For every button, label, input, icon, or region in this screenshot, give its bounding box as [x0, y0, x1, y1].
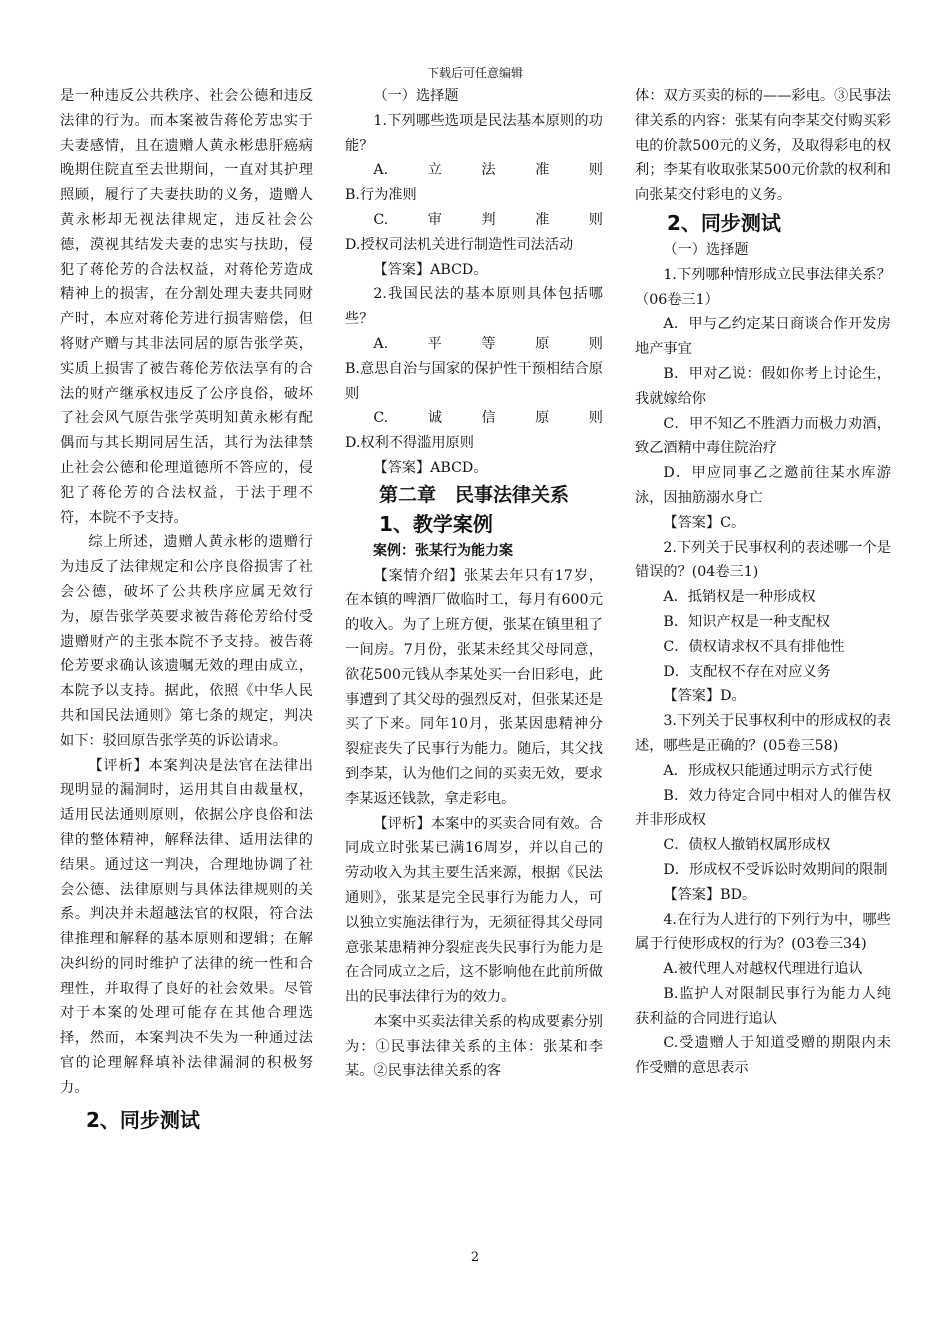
option: B．知识产权是一种支配权	[663, 613, 830, 630]
section-heading: 2、同步测试	[86, 1107, 200, 1132]
option: D.权利不得滥用原则	[345, 435, 474, 452]
paragraph: 是一种违反公共秩序、社会公德和违反法律的行为。而本案被告蒋伦芳忠实于夫妻感情，且在遗赠人黄永彬患肝癌病晚期住院直至去世期间，一直对其护理照顾，履行了夫妻扶助的义务，遗赠人黄永彬却无视法律规定，违反社会公德，漠视其结发夫妻的忠实与扶助，侵犯了蒋伦芳的合法权益，对蒋伦芳造成精神上的损害，在分割处理夫妻共同财产时，本应对蒋伦芳进行损害赔偿，但将财产赠与其非法同居的原告张学英，实质上损害了被告蒋伦芳依法享有的合法的财产继承权违反了公序良俗，破坏了社会风气原告张学英明知黄永彬有配偶而与其长期同居生活，其行为法律禁止社会公德和伦理道德所不答应的，侵犯了蒋伦芳的合法权益，于法于理不符，本院不予支持。	[60, 88, 313, 526]
section-label: （一）选择题	[373, 88, 459, 104]
option: D．形成权不受诉讼时效期间的限制	[663, 861, 888, 878]
paragraph: 【评析】本案中的买卖合同有效。合同成立时张某已满16周岁，并以自己的劳动收入为其主要生活来源，根据《民法通则》，张某是完全民事行为能力人，可以独立实施法律行为，无须征得其父母同意张某患精神分裂症丧失民事行为能力是在合同成立之后，这不影响他在此前所做出的民事法律行为的效力。	[345, 815, 603, 1006]
section-heading: 1、教学案例	[379, 511, 493, 536]
chapter-title: 第二章 民事法律关系	[378, 483, 569, 506]
option: D．甲应同事乙之邀前往某水库游泳，因抽筋溺水身亡	[635, 465, 891, 506]
paragraph: 【案情介绍】张某去年只有17岁，在本镇的啤酒厂做临时工，每月有600元的收入。为了上班方便，张某在镇里租了一间房。7月份，张某未经其父母同意，欲花500元钱从李某处买一台旧彩电，此事遭到了其父母的强烈反对，但张某还是买了下来。同年10月，张某因患精神分裂症丧失了民事行为能力。随后，其父找到李某，认为他们之间的买卖无效，要求李某返还钱款，拿走彩电。	[345, 567, 603, 807]
question: 2.我国民法的基本原则具体包括哪些？	[345, 286, 603, 328]
paragraph: 【评析】本案判决是法官在法律出现明显的漏洞时，运用其自由裁量权，适用民法通则原则，依据公序良俗和法律的整体精神，解释法律、适用法律的结果。通过这一判决，合理地协调了社会公德、法律原则与具体法律规则的关系。判决并未超越法官的权限，符合法律推理和解释的基本原则和逻辑；在解决纠纷的同时维护了法律的统一性和合理性，并取得了良好的社会效果。尽管对于本案的处理可能存在其他合理选择，然而，本案判决不失为一种通过法官的论理解释填补法律漏洞的积极努力。	[60, 757, 313, 1096]
page-number: 2	[470, 1250, 480, 1265]
column-2	[345, 84, 603, 1084]
option: A.被代理人对越权代理进行追认	[663, 961, 863, 978]
question: 1.下列哪种情形成立民事法律关系？（06卷三1）	[635, 266, 891, 308]
question: 1.下列哪些选项是民法基本原则的功能？	[345, 112, 603, 154]
option: C.受遗赠人于知道受赠的期限内未作受赠的意思表示	[635, 1035, 891, 1077]
option: A．甲与乙约定某日商谈合作开发房地产事宜	[635, 316, 891, 358]
question: 2.下列关于民事权利的表述哪一个是错误的？(04卷三1)	[635, 539, 891, 581]
page-header-note: 下载后可任意编辑	[426, 66, 523, 80]
section-label: （一）选择题	[663, 241, 749, 258]
option: B．效力待定合同中相对人的催告权并非形成权	[635, 787, 891, 829]
option: A．形成权只能通过明示方式行使	[663, 762, 873, 779]
option: B.行为准则	[345, 187, 417, 204]
option: C．债权人撤销权属形成权	[663, 837, 831, 854]
paragraph: 本案中买卖法律关系的构成要素分别为：①民事法律关系的主体：张某和李某。②民事法律关系的客	[345, 1013, 603, 1080]
answer: 【答案】BD。	[663, 886, 757, 903]
option: A．抵销权是一种形成权	[663, 589, 816, 606]
answer: 【答案】ABCD。	[373, 261, 488, 278]
answer: 【答案】ABCD。	[373, 459, 488, 476]
option: B．甲对乙说：假如你考上讨论生，我就嫁给你	[635, 365, 891, 407]
paragraph: 体：双方买卖的标的——彩电。③民事法律关系的内容：张某有向李某交付购买彩电的价款500元的义务，及取得彩电的权利；李某有收取张某500元价款的权利和向张某交付彩电的义务。	[635, 88, 891, 204]
option: B.监护人对限制民事行为能力人纯获利益的合同进行追认	[635, 985, 891, 1027]
question: 3.下列关于民事权利中的形成权的表述，哪些是正确的？(05卷三58)	[635, 713, 891, 754]
paragraph: 综上所述，遗赠人黄永彬的遗赠行为违反了法律规定和公序良俗损害了社会公德，破坏了公共秩序应属无效行为，原告张学英要求被告蒋伦芳给付受遗赠财产的主张本院不予支持。被告蒋伦芳要求确认该遗嘱无效的理由成立，本院予以支持。据此，依照《中华人民共和国民法通则》第七条的规定，判决如下：驳回原告张学英的诉讼请求。	[60, 534, 313, 749]
option: D．支配权不存在对应义务	[663, 663, 831, 680]
option: A. 平 等 原 则	[373, 335, 603, 352]
answer: 【答案】C。	[663, 514, 746, 531]
column-3	[635, 84, 891, 1081]
option: C. 诚 信 原 则	[373, 410, 603, 427]
option: A. 立 法 准 则	[373, 162, 603, 179]
section-heading: 2、同步测试	[667, 210, 781, 235]
answer: 【答案】D。	[663, 688, 746, 705]
column-1	[60, 84, 313, 1135]
case-title: 案例：张某行为能力案	[373, 542, 513, 559]
option: C．甲不知乙不胜酒力而极力劝酒，致乙酒精中毒住院治疗	[635, 415, 891, 457]
option: C. 审 判 准 则	[373, 211, 603, 228]
option: B.意思自治与国家的保护性干预相结合原则	[345, 360, 603, 402]
option: D.授权司法机关进行制造性司法活动	[345, 236, 574, 253]
option: C．债权请求权不具有排他性	[663, 638, 845, 655]
question: 4.在行为人进行的下列行为中，哪些属于行使形成权的行为？(03卷三34)	[635, 911, 891, 953]
